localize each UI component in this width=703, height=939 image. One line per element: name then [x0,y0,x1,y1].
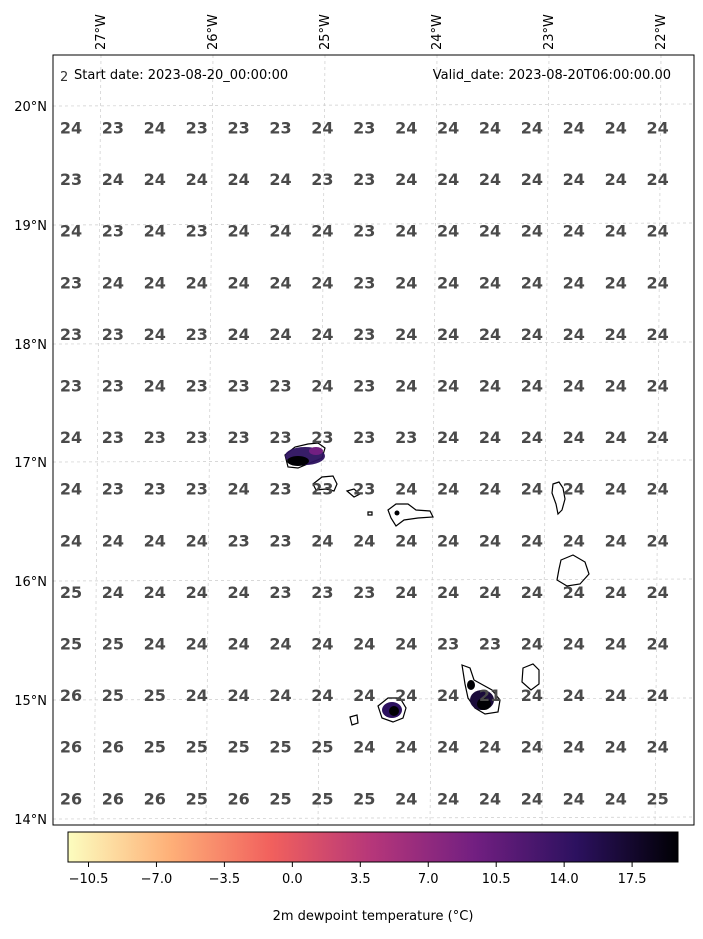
colorbar-tick-label: 7.0 [417,872,439,887]
grid-value: 24 [101,170,125,190]
colorbar-gradient [68,832,678,862]
grid-value: 24 [311,531,334,551]
longitude-label: 26°W [206,14,221,50]
grid-value: 23 [185,324,208,344]
grid-value: 24 [562,428,585,448]
grid-value: 25 [353,789,376,809]
grid-value: 23 [353,582,376,602]
grid-value: 23 [353,428,376,448]
grid-value: 26 [59,737,83,757]
grid-value: 23 [185,118,208,138]
grid-value: 26 [59,686,83,706]
meridian-line [542,55,549,825]
grid-value: 26 [227,789,250,809]
grid-value: 23 [59,376,83,396]
grid-value: 24 [646,221,669,241]
grid-value: 24 [520,634,544,654]
colorbar-ticks [69,862,647,887]
colorbar-label: 2m dewpoint temperature (°C) [272,909,474,924]
grid-value: 23 [269,479,292,499]
grid-value: 24 [520,170,544,190]
grid-value: 24 [604,170,627,190]
grid-value: 24 [562,273,585,293]
grid-value: 24 [311,634,334,654]
grid-value: 23 [311,479,334,499]
colorbar-tick-label: −3.5 [208,872,241,887]
colorbar-tick-label: 0.0 [282,872,303,887]
longitude-label: 25°W [318,14,333,50]
grid-value: 23 [269,376,292,396]
grid-value: 25 [185,789,208,809]
grid-value: 23 [101,221,125,241]
grid-value: 24 [143,221,166,241]
grid-value: 24 [520,686,544,706]
grid-value: 24 [604,737,627,757]
grid-value: 24 [227,686,250,706]
grid-value: 24 [478,170,502,190]
grid-value: 24 [604,428,627,448]
grid-value: 24 [604,273,627,293]
grid-value: 23 [143,479,166,499]
grid-value: 24 [311,118,334,138]
grid-value: 24 [185,582,208,602]
grid-value: 24 [395,479,418,499]
grid-value: 23 [311,170,334,190]
grid-value: 24 [562,686,585,706]
grid-value: 24 [478,737,502,757]
colorbar-tick-label: 10.5 [481,872,511,887]
grid-value: 25 [227,737,250,757]
grid-value: 24 [478,324,502,344]
grid-value: 26 [59,789,83,809]
grid-value: 24 [311,324,334,344]
grid-value: 24 [395,221,418,241]
grid-value: 24 [143,324,166,344]
grid-value: 26 [101,737,125,757]
grid-value: 24 [520,737,544,757]
latitude-label: 19°N [14,219,47,234]
colorbar [68,832,678,924]
grid-value: 24 [520,789,544,809]
grid-value: 24 [478,428,502,448]
longitude-label: 23°W [542,14,557,50]
grid-value: 24 [269,686,292,706]
grid-value: 24 [646,324,669,344]
grid-value: 26 [143,789,166,809]
grid-value: 25 [269,789,292,809]
grid-value: 24 [59,221,83,241]
grid-value: 24 [311,273,334,293]
grid-value: 24 [395,273,418,293]
grid-value: 24 [143,376,166,396]
grid-value: 23 [185,376,208,396]
grid-value: 24 [646,376,669,396]
grid-value: 24 [520,531,544,551]
grid-value: 24 [646,634,669,654]
grid-value: 24 [604,634,627,654]
grid-value: 24 [143,582,166,602]
grid-value: 24 [478,118,502,138]
grid-value-labels [60,119,669,809]
grid-value: 23 [478,634,502,654]
grid-value: 25 [101,634,125,654]
grid-value: 24 [269,170,292,190]
island-sao-nicolau [388,504,433,526]
grid-value: 24 [604,531,627,551]
grid-value: 24 [646,273,669,293]
grid-value: 24 [520,221,544,241]
grid-value: 25 [311,737,334,757]
grid-value: 24 [395,118,418,138]
grid-value: 24 [185,170,208,190]
grid-value: 24 [436,324,460,344]
grid-value: 25 [646,789,669,809]
grid-value: 24 [143,170,166,190]
grid-value: 23 [59,324,83,344]
grid-value: 24 [478,376,502,396]
grid-value: 23 [269,531,292,551]
grid-value: 24 [311,221,334,241]
grid-value: 24 [646,170,669,190]
grid-value: 24 [478,789,502,809]
grid-value: 24 [395,737,418,757]
grid-value: 24 [353,686,376,706]
grid-value: 24 [227,170,250,190]
longitude-labels [94,14,669,50]
grid-value: 23 [269,428,292,448]
grid-value: 23 [101,428,125,448]
longitude-label: 24°W [430,14,445,50]
grid-value: 24 [436,428,460,448]
grid-value: 24 [562,221,585,241]
grid-value: 24 [395,531,418,551]
grid-value: 24 [646,737,669,757]
colorbar-tick-label: −7.0 [140,872,173,887]
colorbar-tick-label: 17.5 [617,872,647,887]
grid-value: 25 [59,634,83,654]
island-brava [350,715,358,725]
grid-value: 24 [436,170,460,190]
grid-value: 24 [646,428,669,448]
meridian-line [430,55,437,825]
grid-value: 24 [478,273,502,293]
grid-value: 23 [143,428,166,448]
grid-value: 24 [436,737,460,757]
grid-value: 24 [604,324,627,344]
latitude-label: 16°N [14,575,47,590]
grid-value: 24 [436,789,460,809]
grid-value: 23 [227,531,250,551]
grid-value: 24 [227,221,250,241]
grid-value: 24 [353,737,376,757]
parallel-line [53,579,694,581]
colorbar-tick-label: −10.5 [68,872,109,887]
patch-fogo-core [389,706,399,716]
colorbar-tick-label: 14.0 [549,872,579,887]
grid-value: 24 [478,582,502,602]
grid-value: 24 [395,634,418,654]
grid-value: 24 [646,118,669,138]
grid-value: 24 [395,324,418,344]
grid-value: 24 [646,479,669,499]
grid-value: 24 [227,273,250,293]
grid-value: 24 [185,686,208,706]
grid-value: 25 [101,686,125,706]
patch-sao-nicolau [395,511,400,516]
grid-value: 24 [143,118,166,138]
grid-value: 24 [520,582,544,602]
grid-value: 24 [478,531,502,551]
grid-value: 21 [478,686,502,706]
grid-value: 24 [604,789,627,809]
parallel-line [53,460,694,462]
grid-value: 23 [311,428,334,448]
grid-value: 23 [59,273,83,293]
longitude-label: 22°W [654,14,669,50]
grid-value: 24 [395,789,418,809]
grid-value: 23 [101,324,125,344]
grid-value: 24 [562,324,585,344]
parallel-line [53,817,694,819]
grid-value: 24 [436,531,460,551]
grid-value: 24 [520,118,544,138]
grid-value: 24 [436,221,460,241]
latitude-labels [14,100,47,828]
grid-value: 23 [353,170,376,190]
grid-value: 24 [185,634,208,654]
grid-value: 23 [353,118,376,138]
grid-value: 24 [562,531,585,551]
grid-value: 24 [604,479,627,499]
meridian-line [94,55,101,825]
patch-santo-antao-edge [309,447,323,455]
grid-value: 24 [604,376,627,396]
grid-value: 24 [101,273,125,293]
grid-value: 24 [311,686,334,706]
grid-value: 24 [59,479,83,499]
grid-value: 24 [520,376,544,396]
longitude-label: 27°W [94,14,109,50]
latitude-label: 15°N [14,694,47,709]
grid-value: 24 [227,324,250,344]
grid-value: 24 [520,479,544,499]
grid-value: 24 [562,479,585,499]
grid-value: 24 [311,376,334,396]
grid-value: 23 [227,376,250,396]
grid-value: 24 [562,582,585,602]
grid-value: 24 [101,531,125,551]
grid-value: 24 [59,428,83,448]
grid-value: 23 [436,634,460,654]
grid-value: 24 [436,686,460,706]
latitude-label: 20°N [14,100,47,115]
latitude-label: 18°N [14,338,47,353]
valid-date-label: Valid_date: 2023-08-20T06:00:00.00 [432,68,671,83]
latitude-label: 14°N [14,813,47,828]
grid-value: 23 [311,582,334,602]
grid-value: 24 [562,737,585,757]
grid-value: 24 [646,582,669,602]
islet-raso [368,512,372,515]
grid-value: 26 [101,789,125,809]
grid-value: 23 [353,376,376,396]
grid-value: 24 [646,531,669,551]
grid-value: 24 [269,221,292,241]
grid-value: 24 [353,634,376,654]
grid-value: 23 [353,324,376,344]
grid-value: 24 [562,118,585,138]
grid-value: 24 [143,634,166,654]
grid-value: 23 [59,170,83,190]
grid-value: 24 [436,376,460,396]
grid-value: 23 [185,221,208,241]
grid-value: 24 [143,273,166,293]
grid-value: 24 [101,582,125,602]
grid-value: 24 [562,789,585,809]
grid-value: 24 [604,686,627,706]
grid-value: 25 [269,737,292,757]
grid-value: 25 [185,737,208,757]
grid-value: 24 [436,273,460,293]
grid-value: 24 [269,273,292,293]
grid-value: 24 [269,634,292,654]
patch-santiago-north [467,680,475,690]
grid-value: 24 [395,582,418,602]
grid-value: 23 [353,273,376,293]
grid-value: 24 [562,170,585,190]
grid-value: 23 [101,479,125,499]
grid-value: 23 [227,118,250,138]
grid-value: 24 [604,221,627,241]
grid-value: 24 [185,531,208,551]
grid-value: 24 [269,324,292,344]
grid-value: 25 [59,582,83,602]
parallel-line [53,104,694,106]
grid-value: 24 [436,118,460,138]
grid-value: 24 [562,634,585,654]
grid-value: 25 [311,789,334,809]
grid-value: 24 [59,531,83,551]
grid-value: 24 [604,118,627,138]
grid-value: 23 [353,221,376,241]
grid-value: 23 [395,428,418,448]
grid-value: 24 [646,686,669,706]
grid-value: 24 [520,273,544,293]
grid-value: 24 [353,531,376,551]
grid-value: 24 [227,582,250,602]
latitude-label: 17°N [14,456,47,471]
corner-label: 2 [60,70,69,85]
grid-value: 24 [520,428,544,448]
grid-value: 23 [185,428,208,448]
grid-value: 24 [478,221,502,241]
grid-value: 24 [436,479,460,499]
start-date-label: Start date: 2023-08-20_00:00:00 [74,68,289,83]
island-boa-vista [557,555,589,586]
patch-santo-antao-core [287,456,309,466]
grid-value: 24 [562,376,585,396]
grid-value: 24 [395,686,418,706]
grid-value: 23 [185,479,208,499]
grid-value: 24 [59,118,83,138]
grid-value: 24 [395,376,418,396]
grid-value: 23 [353,479,376,499]
grid-value: 24 [227,479,250,499]
grid-value: 24 [478,479,502,499]
grid-value: 24 [604,582,627,602]
grid-value: 23 [269,118,292,138]
grid-value: 24 [143,531,166,551]
colorbar-tick-label: 3.5 [349,872,371,887]
grid-value: 25 [143,686,166,706]
grid-value: 23 [227,428,250,448]
grid-value: 24 [185,273,208,293]
grid-value: 24 [227,634,250,654]
grid-value: 24 [520,324,544,344]
grid-value: 25 [143,737,166,757]
grid-value: 24 [436,582,460,602]
grid-value: 23 [269,582,292,602]
grid-value: 24 [395,170,418,190]
grid-value: 23 [101,118,125,138]
grid-value: 23 [101,376,125,396]
